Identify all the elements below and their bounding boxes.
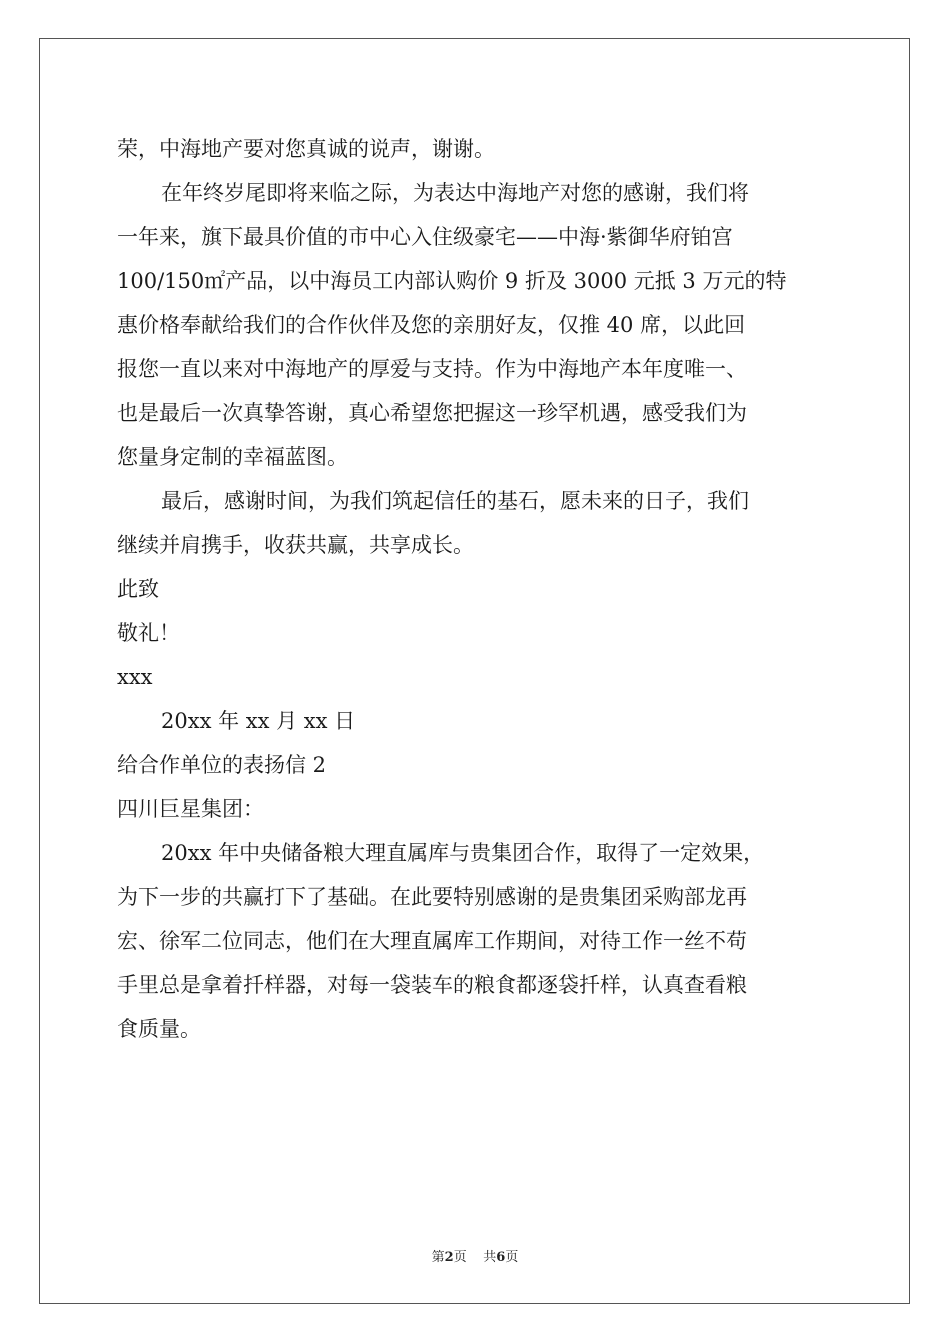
section-title: 给合作单位的表扬信 2 (117, 753, 327, 777)
text-line: 最后，感谢时间，为我们筑起信任的基石，愿未来的日子，我们 (161, 489, 749, 513)
text-line: 惠价格奉献给我们的合作伙伴及您的亲朋好友，仅推 40 席，以此回 (117, 313, 746, 337)
page-footer (0, 1246, 950, 1265)
text-line: 一年来，旗下最具价值的市中心入住级豪宅——中海·紫御华府铂宫 (117, 225, 733, 249)
signature-line: xxx (117, 665, 153, 689)
total-pages-number: 6 (496, 1250, 506, 1265)
text-line: 在年终岁尾即将来临之际，为表达中海地产对您的感谢，我们将 (161, 181, 749, 205)
footer-total-suffix: 页 (505, 1250, 519, 1265)
salutation-line: 敬礼！ (117, 621, 180, 645)
footer-page-suffix: 页 (453, 1250, 467, 1265)
text-line: 为下一步的共赢打下了基础。在此要特别感谢的是贵集团采购部龙再 (117, 885, 747, 909)
text-line: 食质量。 (117, 1017, 201, 1041)
text-line: 宏、徐军二位同志，他们在大理直属库工作期间，对待工作一丝不苟 (117, 929, 747, 953)
salutation-line: 此致 (117, 577, 159, 601)
text-line: 也是最后一次真挚答谢，真心希望您把握这一珍罕机遇，感受我们为 (117, 401, 747, 425)
footer-prefix: 第 (431, 1250, 445, 1265)
addressee-line: 四川巨星集团： (117, 797, 264, 821)
text-line: 100/150㎡产品，以中海员工内部认购价 9 折及 3000 元抵 3 万元的特 (117, 269, 787, 293)
text-line: 您量身定制的幸福蓝图。 (117, 445, 348, 469)
text-line: 20xx 年中央储备粮大理直属库与贵集团合作，取得了一定效果， (161, 841, 765, 865)
text-line: 荣，中海地产要对您真诚的说声，谢谢。 (117, 137, 495, 161)
document-body (117, 127, 837, 1051)
date-line: 20xx 年 xx 月 xx 日 (161, 709, 356, 733)
current-page-number: 2 (444, 1250, 454, 1265)
footer-total-prefix: 共 (483, 1250, 497, 1265)
text-line: 手里总是拿着扦样器，对每一袋装车的粮食都逐袋扦样，认真查看粮 (117, 973, 747, 997)
text-line: 继续并肩携手，收获共赢，共享成长。 (117, 533, 474, 557)
text-line: 报您一直以来对中海地产的厚爱与支持。作为中海地产本年度唯一、 (117, 357, 747, 381)
